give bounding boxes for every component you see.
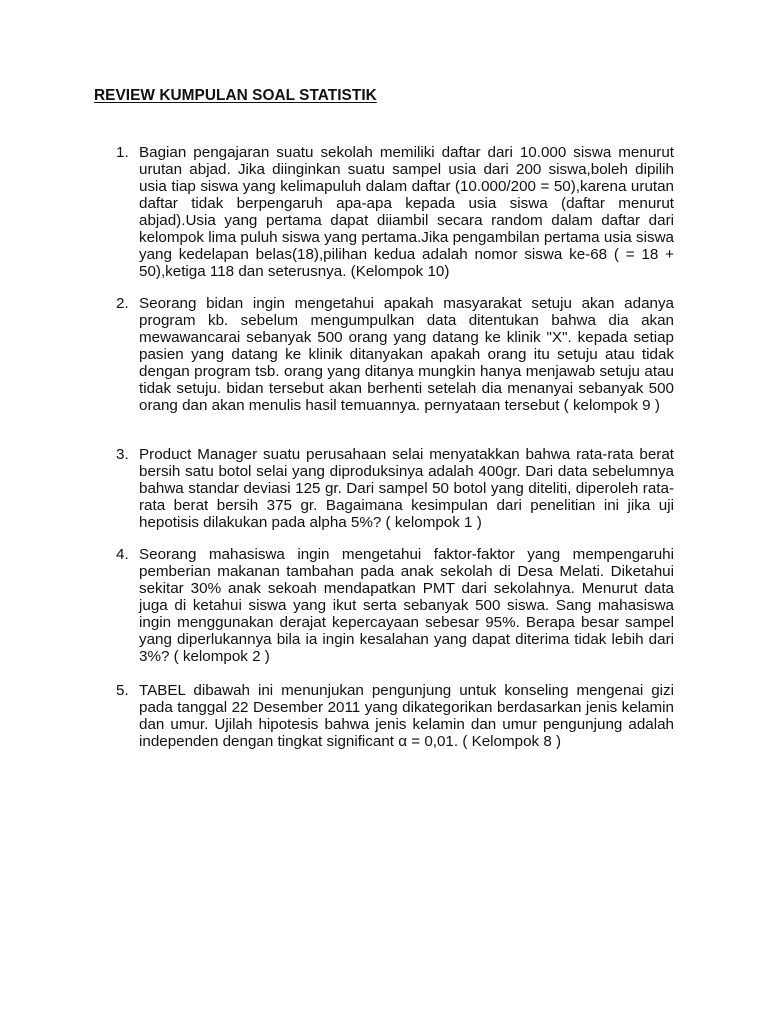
question-text: Product Manager suatu perusahaan selai menyatakkan bahwa rata-rata berat bersih satu botol selai yang diproduksinya adalah 400gr. Dari data sebelumnya bahwa standar deviasi 125 gr. Dari sampel 50 botol yang diteliti, diperoleh rata-rata berat bersih 375 gr. Bagaimana kesimpulan dari penelitian ini jika uji hepotisis dilakukan pada alpha 5%? ( kelompok 1 ) [139, 446, 674, 531]
question-number: 5. [116, 682, 129, 699]
question-number: 2. [116, 295, 129, 312]
question-item [116, 446, 674, 531]
question-item [116, 144, 674, 280]
question-text: Seorang mahasiswa ingin mengetahui faktor-faktor yang mempengaruhi pemberian makanan tambahan pada anak sekolah di Desa Melati. Diketahui sekitar 30% anak sekoah mendapatkan PMT dari sekolahnya. Menurut data juga di ketahui siswa yang ikut serta sebanyak 500 siswa. Sang mahasiswa ingin menggunakan derajat kepercayaan sebesar 95%. Berapa besar sampel yang diperlukannya bila ia ingin kesalahan yang dapat diterima tidak lebih dari 3%? ( kelompok 2 ) [139, 546, 674, 665]
question-item [116, 295, 674, 414]
question-text: TABEL dibawah ini menunjukan pengunjung untuk konseling mengenai gizi pada tanggal 22 Desember 2011 yang dikategorikan berdasarkan jenis kelamin dan umur. Ujilah hipotesis bahwa jenis kelamin dan umur pengunjung adalah independen dengan tingkat significant α = 0,01. ( Kelompok 8 ) [139, 682, 674, 750]
document-title: REVIEW KUMPULAN SOAL STATISTIK [94, 87, 377, 104]
question-text: Seorang bidan ingin mengetahui apakah masyarakat setuju akan adanya program kb. sebelum mengumpulkan data ditentukan bahwa dia akan mewawancarai sebanyak 500 orang yang datang ke klinik "X". kepada setiap pasien yang datang ke klinik ditanyakan apakah orang itu setuju atau tidak dengan program tsb. orang yang ditanya mungkin hanya menjawab setuju atau tidak setuju. bidan tersebut akan berhenti setelah dia menanyai sebanyak 500 orang dan akan menulis hasil temuannya. pernyataan tersebut ( kelompok 9 ) [139, 295, 674, 414]
question-item [116, 546, 674, 665]
question-number: 1. [116, 144, 129, 161]
question-item [116, 682, 674, 750]
question-number: 3. [116, 446, 129, 463]
question-text: Bagian pengajaran suatu sekolah memiliki daftar dari 10.000 siswa menurut urutan abjad. Jika diinginkan suatu sampel usia dari 200 siswa,boleh dipilih usia tiap siswa yang kelimapuluh dalam daftar (10.000/200 = 50),karena urutan daftar tidak berpengaruh apa-apa kepada usia siswa (daftar menurut abjad).Usia yang pertama dapat diiambil secara random dalam daftar dari kelompok lima puluh siswa yang pertama.Jika pengambilan pertama usia siswa yang kedelapan belas(18),pilihan kedua adalah nomor siswa ke-68 ( = 18 + 50),ketiga 118 dan seterusnya. (Kelompok 10) [139, 144, 674, 280]
question-number: 4. [116, 546, 129, 563]
